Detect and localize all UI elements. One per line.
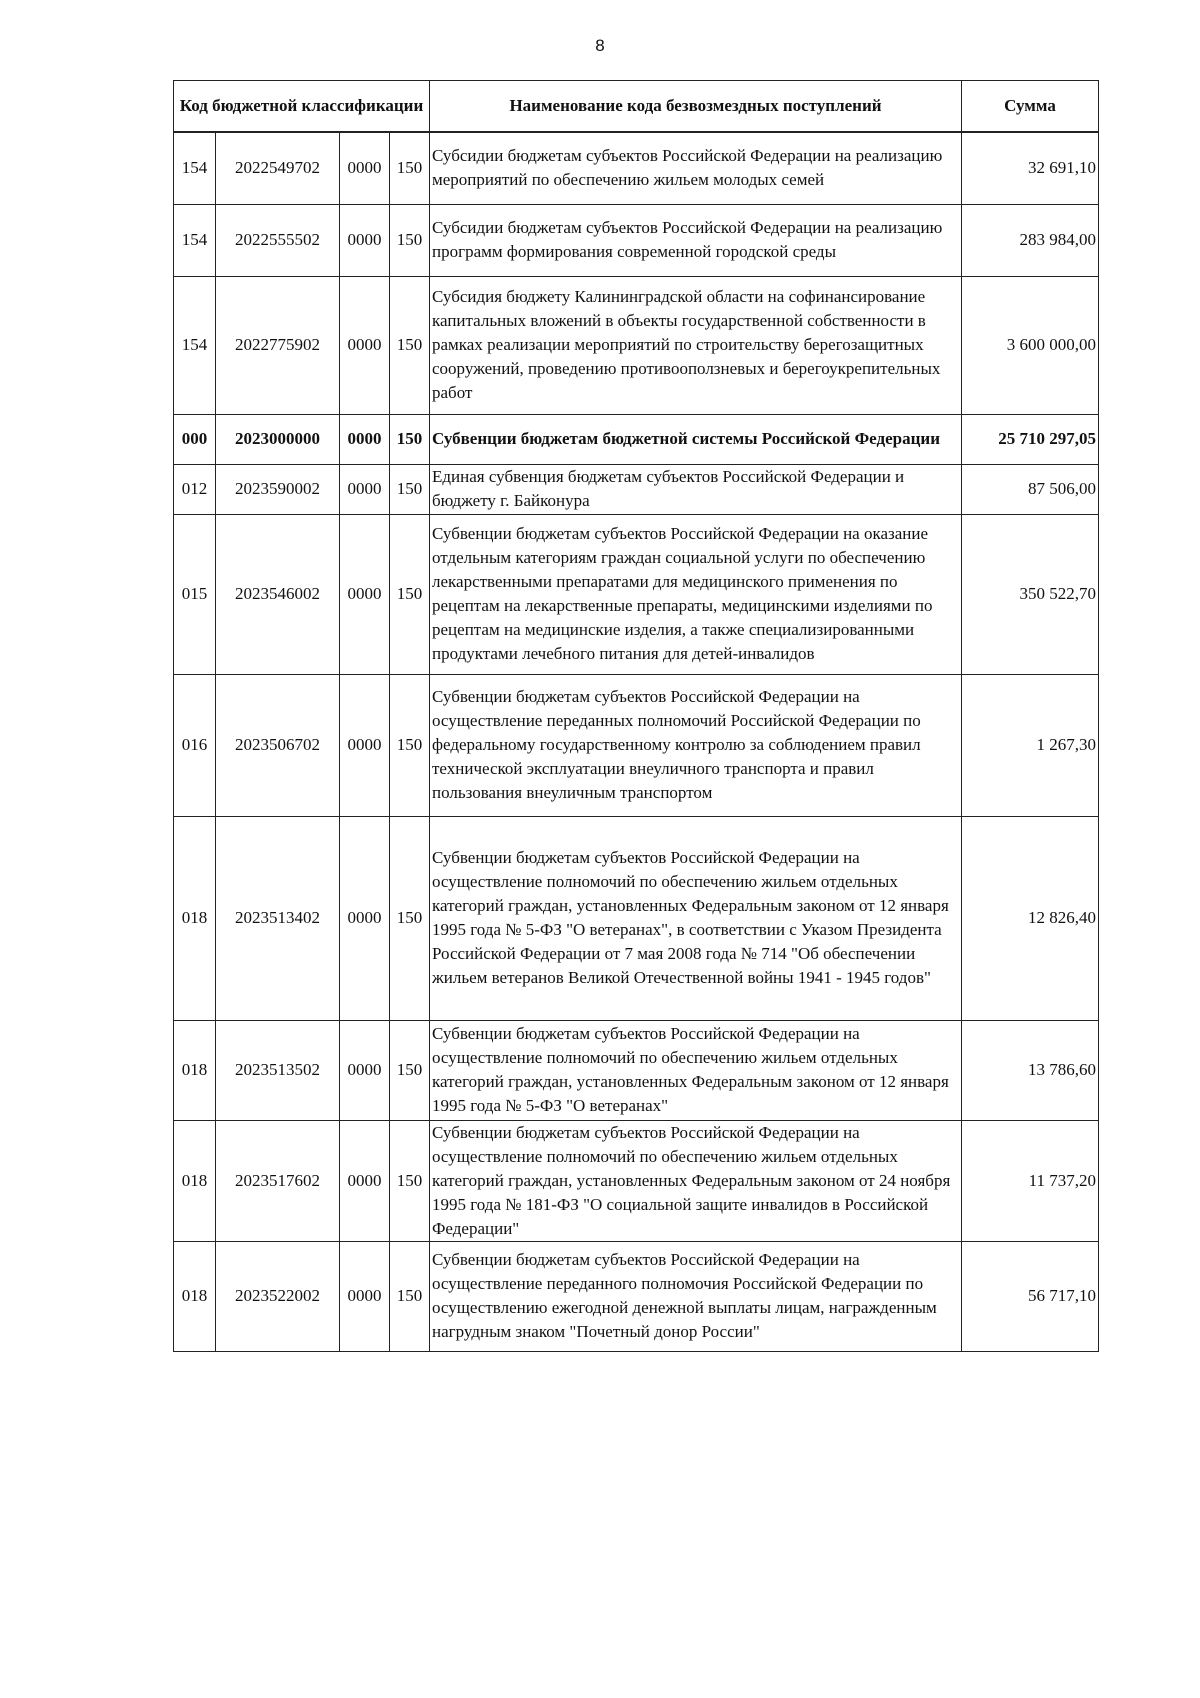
revenue-name-cell: Субвенции бюджетам субъектов Российской Федерации на осуществление переданных полномочий Российской Федерации по федеральному государственному контролю за соблюдением правил технической эксплуатации внеуличного транспорта и правил пользования внеуличным транспортом <box>430 674 962 816</box>
table-row <box>174 514 1099 674</box>
admin-code-cell: 012 <box>174 464 216 514</box>
type-code-cell: 150 <box>390 276 430 414</box>
type-code-cell: 150 <box>390 464 430 514</box>
revenue-name-cell: Субсидия бюджету Калининградской области на софинансирование капитальных вложений в объекты государственной собственности в рамках реализации мероприятий по строительству берегозащитных сооружений, проведению противооползневых и берегоукрепительных работ <box>430 276 962 414</box>
amount-cell: 11 737,20 <box>962 1120 1099 1241</box>
type-code-cell: 150 <box>390 1120 430 1241</box>
revenue-name-cell: Субвенции бюджетам субъектов Российской Федерации на осуществление полномочий по обеспечению жильем отдельных категорий граждан, установленных Федеральным законом от 24 ноября 1995 года № 181-ФЗ "О социальной защите инвалидов в Российской Федерации" <box>430 1120 962 1241</box>
revenue-table <box>173 80 1099 1352</box>
type-code-cell: 150 <box>390 132 430 204</box>
table-row <box>174 1020 1099 1120</box>
admin-code-cell: 154 <box>174 132 216 204</box>
header-sum-label: Сумма <box>962 81 1099 133</box>
program-code-cell: 0000 <box>340 276 390 414</box>
revenue-name-cell: Субвенции бюджетам субъектов Российской Федерации на осуществление переданного полномочия Российской Федерации по осуществлению ежегодной денежной выплаты лицам, награжденным нагрудным знаком "Почетный донор России" <box>430 1241 962 1351</box>
revenue-name-cell: Субвенции бюджетам бюджетной системы Российской Федерации <box>430 414 962 464</box>
budget-code-cell: 2023546002 <box>216 514 340 674</box>
table-row <box>174 204 1099 276</box>
amount-cell: 350 522,70 <box>962 514 1099 674</box>
program-code-cell: 0000 <box>340 816 390 1020</box>
budget-code-cell: 2022555502 <box>216 204 340 276</box>
table-row <box>174 674 1099 816</box>
table-row <box>174 816 1099 1020</box>
program-code-cell: 0000 <box>340 464 390 514</box>
admin-code-cell: 000 <box>174 414 216 464</box>
budget-code-cell: 2023506702 <box>216 674 340 816</box>
amount-cell: 12 826,40 <box>962 816 1099 1020</box>
revenue-name-cell: Единая субвенция бюджетам субъектов Российской Федерации и бюджету г. Байконура <box>430 464 962 514</box>
type-code-cell: 150 <box>390 514 430 674</box>
program-code-cell: 0000 <box>340 1120 390 1241</box>
header-name-label: Наименование кода безвозмездных поступлений <box>430 81 962 133</box>
program-code-cell: 0000 <box>340 132 390 204</box>
program-code-cell: 0000 <box>340 1241 390 1351</box>
revenue-name-cell: Субсидии бюджетам субъектов Российской Федерации на реализацию программ формирования современной городской среды <box>430 204 962 276</box>
table-row <box>174 1241 1099 1351</box>
admin-code-cell: 018 <box>174 1241 216 1351</box>
type-code-cell: 150 <box>390 1020 430 1120</box>
admin-code-cell: 018 <box>174 1020 216 1120</box>
amount-cell: 3 600 000,00 <box>962 276 1099 414</box>
budget-code-cell: 2023517602 <box>216 1120 340 1241</box>
admin-code-cell: 018 <box>174 1120 216 1241</box>
budget-code-cell: 2023522002 <box>216 1241 340 1351</box>
admin-code-cell: 018 <box>174 816 216 1020</box>
admin-code-cell: 016 <box>174 674 216 816</box>
table-row <box>174 414 1099 464</box>
header-code-label: Код бюджетной классификации <box>174 81 430 133</box>
revenue-name-cell: Субвенции бюджетам субъектов Российской Федерации на осуществление полномочий по обеспечению жильем отдельных категорий граждан, установленных Федеральным законом от 12 января 1995 года № 5-ФЗ "О ветеранах" <box>430 1020 962 1120</box>
amount-cell: 87 506,00 <box>962 464 1099 514</box>
budget-code-cell: 2022549702 <box>216 132 340 204</box>
revenue-name-cell: Субвенции бюджетам субъектов Российской Федерации на оказание отдельным категориям граждан социальной услуги по обеспечению лекарственными препаратами для медицинского применения по рецептам на лекарственные препараты, медицинскими изделиями по рецептам на медицинские изделия, а также специализированными продуктами лечебного питания для детей-инвалидов <box>430 514 962 674</box>
table-header-row <box>174 81 1099 133</box>
amount-cell: 25 710 297,05 <box>962 414 1099 464</box>
amount-cell: 1 267,30 <box>962 674 1099 816</box>
table-body <box>174 132 1099 1351</box>
budget-code-cell: 2023513402 <box>216 816 340 1020</box>
table-row <box>174 276 1099 414</box>
admin-code-cell: 015 <box>174 514 216 674</box>
program-code-cell: 0000 <box>340 204 390 276</box>
budget-code-cell: 2023000000 <box>216 414 340 464</box>
revenue-name-cell: Субсидии бюджетам субъектов Российской Федерации на реализацию мероприятий по обеспечению жильем молодых семей <box>430 132 962 204</box>
program-code-cell: 0000 <box>340 1020 390 1120</box>
program-code-cell: 0000 <box>340 674 390 816</box>
type-code-cell: 150 <box>390 674 430 816</box>
type-code-cell: 150 <box>390 204 430 276</box>
program-code-cell: 0000 <box>340 514 390 674</box>
amount-cell: 13 786,60 <box>962 1020 1099 1120</box>
program-code-cell: 0000 <box>340 414 390 464</box>
admin-code-cell: 154 <box>174 204 216 276</box>
type-code-cell: 150 <box>390 816 430 1020</box>
revenue-name-cell: Субвенции бюджетам субъектов Российской Федерации на осуществление полномочий по обеспечению жильем отдельных категорий граждан, установленных Федеральным законом от 12 января 1995 года № 5-ФЗ "О ветеранах", в соответствии с Указом Президента Российской Федерации от 7 мая 2008 года № 714 "Об обеспечении жильем ветеранов Великой Отечественной войны 1941 - 1945 годов" <box>430 816 962 1020</box>
table-row <box>174 132 1099 204</box>
amount-cell: 32 691,10 <box>962 132 1099 204</box>
admin-code-cell: 154 <box>174 276 216 414</box>
budget-code-cell: 2022775902 <box>216 276 340 414</box>
type-code-cell: 150 <box>390 414 430 464</box>
table-row <box>174 1120 1099 1241</box>
budget-code-cell: 2023590002 <box>216 464 340 514</box>
type-code-cell: 150 <box>390 1241 430 1351</box>
budget-code-cell: 2023513502 <box>216 1020 340 1120</box>
amount-cell: 283 984,00 <box>962 204 1099 276</box>
table-row <box>174 464 1099 514</box>
amount-cell: 56 717,10 <box>962 1241 1099 1351</box>
page-number: 8 <box>595 36 605 55</box>
